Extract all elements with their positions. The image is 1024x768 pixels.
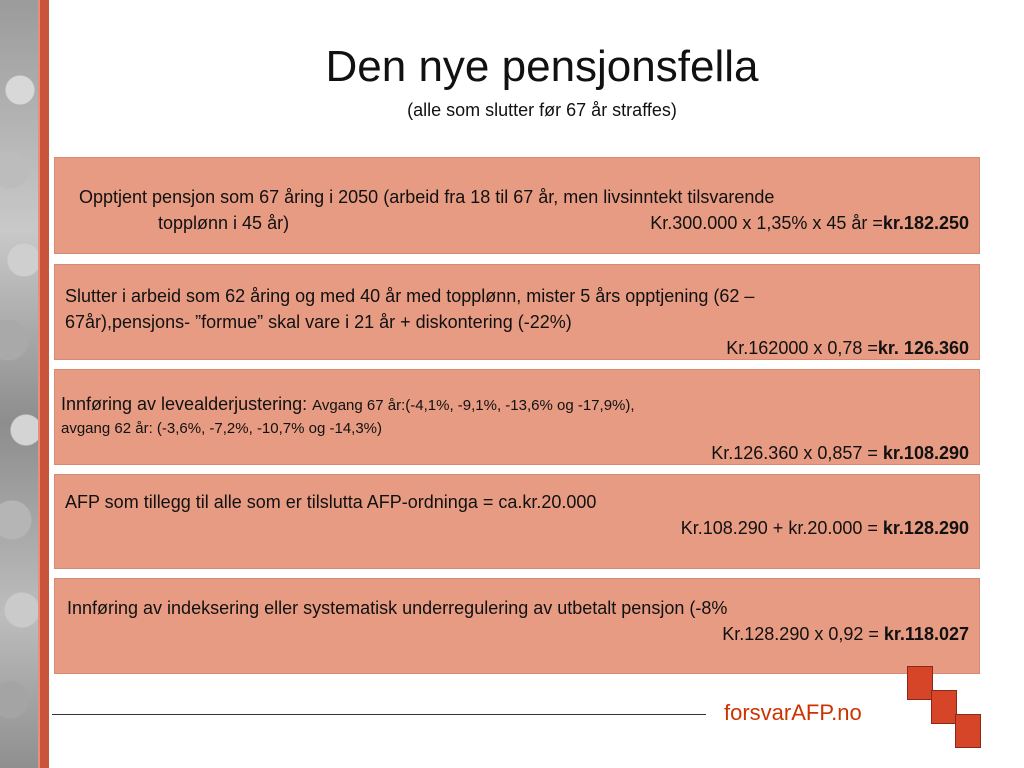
info-box-afp-tillegg [54, 474, 980, 569]
box3-detail-67: Avgang 67 år:(-4,1%, -9,1%, -13,6% og -17,9%), [312, 397, 635, 414]
footer-divider [52, 714, 706, 715]
box3-line1 [61, 392, 979, 418]
info-box-indeksering [54, 578, 980, 674]
box1-calc-text: Kr.300.000 x 1,35% x 45 år = [650, 213, 883, 233]
box3-calculation [61, 440, 979, 466]
logo-square-3 [955, 714, 981, 748]
box2-calculation [65, 335, 979, 361]
box4-calculation [65, 515, 979, 541]
info-box-opptjent-pensjon [54, 157, 980, 254]
footer-brand: forsvarAFP.no [724, 700, 862, 725]
page-subtitle: (alle som slutter før 67 år straffes) [407, 100, 677, 120]
box5-calc-text: Kr.128.290 x 0,92 = [722, 624, 884, 644]
box3-result: kr.108.290 [882, 443, 969, 463]
box5-result: kr.118.027 [883, 624, 969, 644]
box2-line2: 67år),pensjons- ”formue” skal vare i 21 år + diskontering (-22%) [65, 312, 572, 332]
box5-calculation [67, 621, 979, 647]
page-title: Den nye pensjonsfella [325, 42, 759, 91]
box1-calculation [650, 210, 979, 236]
box2-calc-text: Kr.162000 x 0,78 = [726, 338, 878, 358]
side-accent-stripe [38, 0, 49, 768]
box4-calc-text: Kr.108.290 + kr.20.000 = [680, 518, 883, 538]
logo-square-2 [931, 690, 957, 724]
box3-calc-text: Kr.126.360 x 0,857 = [711, 443, 883, 463]
box2-result: kr. 126.360 [877, 338, 969, 358]
box4-result: kr.128.290 [882, 518, 969, 538]
box2-line1: Slutter i arbeid som 62 åring og med 40 år med topplønn, mister 5 års opptjening (62 – [65, 286, 755, 306]
logo-square-1 [907, 666, 933, 700]
info-box-levealderjustering [54, 369, 980, 465]
box1-line1: Opptjent pensjon som 67 åring i 2050 (arbeid fra 18 til 67 år, men livsinntekt tilsvarende [79, 187, 775, 207]
box3-detail-62: avgang 62 år: (-3,6%, -7,2%, -10,7% og -14,3%) [61, 420, 383, 437]
box1-line2: topplønn i 45 år) [158, 213, 290, 233]
info-box-slutter-62 [54, 264, 980, 360]
box4-line1: AFP som tillegg til alle som er tilslutta AFP-ordninga = ca.kr.20.000 [65, 492, 597, 512]
side-photo-strip [0, 0, 38, 768]
box5-line1: Innføring av indeksering eller systematisk underregulering av utbetalt pensjon (-8% [67, 598, 728, 618]
box3-heading: Innføring av levealderjustering: [61, 394, 313, 414]
box1-result: kr.182.250 [882, 213, 969, 233]
